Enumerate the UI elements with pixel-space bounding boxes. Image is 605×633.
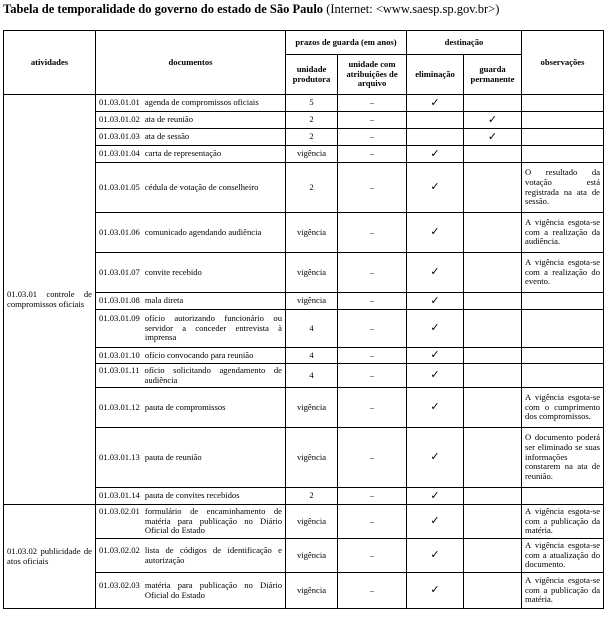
observacoes-cell [522, 310, 604, 348]
eliminacao-cell [407, 253, 464, 293]
eliminacao-cell [407, 388, 464, 428]
header-destinacao: destinação [407, 31, 522, 55]
unidade-arquivo-cell: – [338, 488, 407, 505]
unidade-arquivo-cell: – [338, 348, 407, 364]
unidade-arquivo-cell: – [338, 293, 407, 310]
check-icon: ✓ [430, 584, 440, 597]
header-eliminacao: eliminação [407, 55, 464, 95]
document-code: 01.03.01.14 [99, 490, 140, 501]
unidade-produtora-cell: vigência [286, 146, 338, 163]
observacoes-cell: A vigência esgota-se com a realização do evento. [522, 253, 604, 293]
document-code: 01.03.01.10 [99, 349, 140, 360]
unidade-arquivo-cell: – [338, 428, 407, 488]
observacoes-cell [522, 488, 604, 505]
document-cell [96, 388, 286, 428]
observacoes-cell [522, 348, 604, 364]
eliminacao-cell [407, 539, 464, 573]
eliminacao-cell [407, 112, 464, 129]
document-code: 01.03.01.13 [99, 451, 140, 462]
unidade-produtora-cell: vigência [286, 573, 338, 609]
document-code: 01.03.01.12 [99, 401, 140, 412]
document-cell [96, 364, 286, 388]
document-cell [96, 95, 286, 112]
unidade-arquivo-cell: – [338, 146, 407, 163]
eliminacao-cell [407, 146, 464, 163]
check-icon: ✓ [430, 96, 440, 109]
observacoes-cell [522, 364, 604, 388]
unidade-arquivo-cell: – [338, 310, 407, 348]
check-icon: ✓ [430, 226, 440, 239]
document-entry [99, 183, 282, 193]
document-cell [96, 488, 286, 505]
header-unidade-produtora: unidade produtora [286, 55, 338, 95]
unidade-produtora-cell: 2 [286, 112, 338, 129]
document-name: ofício convocando para reunião [144, 349, 254, 360]
document-name: ata de sessão [144, 131, 190, 142]
activity-cell: 01.03.01 controle de compromissos oficiais [4, 95, 96, 505]
observacoes-cell [522, 129, 604, 146]
check-icon: ✓ [430, 549, 440, 562]
document-entry [99, 546, 282, 566]
temporality-table [3, 30, 604, 609]
unidade-arquivo-cell: – [338, 95, 407, 112]
table-title [3, 2, 499, 17]
unidade-arquivo-cell: – [338, 112, 407, 129]
document-name: ofício solicitando agendamento de audiência [144, 364, 282, 385]
document-cell [96, 573, 286, 609]
unidade-produtora-cell: 4 [286, 348, 338, 364]
document-cell [96, 310, 286, 348]
guarda-permanente-cell [464, 388, 522, 428]
document-entry [99, 581, 282, 601]
unidade-produtora-cell: 4 [286, 310, 338, 348]
eliminacao-cell [407, 348, 464, 364]
eliminacao-cell [407, 293, 464, 310]
unidade-produtora-cell: vigência [286, 293, 338, 310]
check-icon: ✓ [430, 451, 440, 464]
observacoes-cell [522, 146, 604, 163]
document-cell [96, 539, 286, 573]
unidade-arquivo-cell: – [338, 505, 407, 539]
observacoes-cell: O documento poderá ser eliminado se suas informações constarem na ata de reunião. [522, 428, 604, 488]
table-row [4, 505, 604, 539]
observacoes-cell: A vigência esgota-se com o cumprimento dos compromissos. [522, 388, 604, 428]
eliminacao-cell [407, 95, 464, 112]
table-body [4, 95, 604, 609]
document-code: 01.03.01.07 [99, 266, 140, 277]
guarda-permanente-cell [464, 253, 522, 293]
document-code: 01.03.01.11 [99, 364, 140, 375]
document-name: ofício autorizando funcionário ou servidor a conceder entrevista à imprensa [144, 312, 282, 343]
observacoes-cell: A vigência esgota-se com a atualização do documento. [522, 539, 604, 573]
guarda-permanente-cell [464, 539, 522, 573]
title-bold: Tabela de temporalidade do governo do estado de São Paulo [3, 2, 324, 16]
guarda-permanente-cell [464, 163, 522, 213]
check-icon: ✓ [430, 369, 440, 382]
unidade-produtora-cell: 2 [286, 488, 338, 505]
check-icon: ✓ [430, 294, 440, 307]
document-entry [99, 314, 282, 344]
document-name: lista de códigos de identificação e autorização [144, 544, 282, 565]
header-prazos: prazos de guarda (em anos) [286, 31, 407, 55]
document-cell [96, 505, 286, 539]
guarda-permanente-cell [464, 348, 522, 364]
document-code: 01.03.01.06 [99, 226, 140, 237]
document-entry [99, 115, 282, 125]
guarda-permanente-cell [464, 95, 522, 112]
unidade-produtora-cell: vigência [286, 213, 338, 253]
unidade-arquivo-cell: – [338, 539, 407, 573]
document-cell [96, 213, 286, 253]
eliminacao-cell [407, 129, 464, 146]
observacoes-cell [522, 112, 604, 129]
eliminacao-cell [407, 310, 464, 348]
document-cell [96, 129, 286, 146]
check-icon: ✓ [430, 322, 440, 335]
eliminacao-cell [407, 428, 464, 488]
document-entry [99, 149, 282, 159]
check-icon: ✓ [487, 130, 498, 143]
document-code: 01.03.01.04 [99, 148, 140, 159]
observacoes-cell: A vigência esgota-se com a publicação da matéria. [522, 573, 604, 609]
guarda-permanente-cell [464, 428, 522, 488]
document-name: agenda de compromissos oficiais [144, 97, 259, 108]
header-unidade-atribuicoes: unidade com atribuições de arquivo [338, 55, 407, 95]
document-name: mala direta [144, 295, 184, 306]
guarda-permanente-cell [464, 310, 522, 348]
document-entry [99, 453, 282, 463]
table-row [4, 95, 604, 112]
document-cell [96, 112, 286, 129]
document-name: pauta de reunião [144, 451, 202, 462]
document-code: 01.03.01.05 [99, 181, 140, 192]
document-entry [99, 228, 282, 238]
document-entry [99, 132, 282, 142]
unidade-arquivo-cell: – [338, 573, 407, 609]
document-code: 01.03.02.02 [99, 544, 140, 555]
document-cell [96, 253, 286, 293]
guarda-permanente-cell [464, 146, 522, 163]
unidade-produtora-cell: vigência [286, 539, 338, 573]
unidade-produtora-cell: vigência [286, 428, 338, 488]
document-name: comunicado agendando audiência [144, 226, 262, 237]
eliminacao-cell [407, 505, 464, 539]
guarda-permanente-cell [464, 293, 522, 310]
observacoes-cell [522, 293, 604, 310]
check-icon: ✓ [430, 147, 440, 160]
document-name: matéria para publicação no Diário Oficial do Estado [144, 579, 282, 600]
check-icon: ✓ [430, 489, 440, 502]
document-name: ata de reunião [144, 114, 194, 125]
document-cell [96, 163, 286, 213]
eliminacao-cell [407, 488, 464, 505]
document-entry [99, 491, 282, 501]
header-atividades: atividades [4, 31, 96, 95]
document-name: pauta de convites recebidos [144, 490, 240, 501]
check-icon: ✓ [430, 349, 440, 362]
observacoes-cell: A vigência esgota-se com a realização da audiência. [522, 213, 604, 253]
unidade-produtora-cell: vigência [286, 388, 338, 428]
document-name: pauta de compromissos [144, 401, 226, 412]
unidade-arquivo-cell: – [338, 388, 407, 428]
document-cell [96, 293, 286, 310]
document-code: 01.03.01.01 [99, 97, 140, 108]
observacoes-cell: A vigência esgota-se com a publicação da matéria. [522, 505, 604, 539]
unidade-arquivo-cell: – [338, 163, 407, 213]
document-name: formulário de encaminhamento de matéria para publicação no Diário Oficial do Estado [144, 505, 282, 536]
unidade-produtora-cell: vigência [286, 505, 338, 539]
guarda-permanente-cell [464, 364, 522, 388]
unidade-produtora-cell: 2 [286, 163, 338, 213]
guarda-permanente-cell [464, 488, 522, 505]
eliminacao-cell [407, 163, 464, 213]
document-code: 01.03.01.02 [99, 114, 140, 125]
check-icon: ✓ [430, 181, 440, 194]
eliminacao-cell [407, 213, 464, 253]
activity-cell: 01.03.02 publicidade de atos oficiais [4, 505, 96, 609]
unidade-produtora-cell: 4 [286, 364, 338, 388]
document-name: cédula de votação de conselheiro [144, 181, 259, 192]
document-code: 01.03.02.01 [99, 505, 140, 516]
document-code: 01.03.01.09 [99, 312, 140, 323]
check-icon: ✓ [430, 401, 440, 414]
unidade-produtora-cell: 2 [286, 129, 338, 146]
document-cell [96, 348, 286, 364]
document-name: convite recebido [144, 266, 202, 277]
unidade-produtora-cell: vigência [286, 253, 338, 293]
header-documentos: documentos [96, 31, 286, 95]
unidade-produtora-cell: 5 [286, 95, 338, 112]
check-icon: ✓ [430, 515, 440, 528]
header-observacoes: observações [522, 31, 604, 95]
header-guarda-permanente: guarda permanente [464, 55, 522, 95]
document-code: 01.03.01.03 [99, 131, 140, 142]
document-cell [96, 428, 286, 488]
document-entry [99, 268, 282, 278]
guarda-permanente-cell [464, 573, 522, 609]
guarda-permanente-cell [464, 505, 522, 539]
document-code: 01.03.01.08 [99, 295, 140, 306]
document-name: carta de representação [144, 148, 222, 159]
check-icon: ✓ [487, 113, 498, 126]
guarda-permanente-cell [464, 112, 522, 129]
observacoes-cell: O resultado da votação está registrada na ata de sessão. [522, 163, 604, 213]
title-source: (Internet: <www.saesp.sp.gov.br>) [323, 2, 500, 16]
document-entry [99, 98, 282, 108]
document-code: 01.03.02.03 [99, 579, 140, 590]
eliminacao-cell [407, 364, 464, 388]
document-entry [99, 351, 282, 361]
unidade-arquivo-cell: – [338, 253, 407, 293]
check-icon: ✓ [430, 266, 440, 279]
guarda-permanente-cell [464, 129, 522, 146]
observacoes-cell [522, 95, 604, 112]
guarda-permanente-cell [464, 213, 522, 253]
unidade-arquivo-cell: – [338, 364, 407, 388]
document-cell [96, 146, 286, 163]
unidade-arquivo-cell: – [338, 129, 407, 146]
document-entry [99, 403, 282, 413]
document-entry [99, 507, 282, 537]
document-entry [99, 366, 282, 386]
unidade-arquivo-cell: – [338, 213, 407, 253]
eliminacao-cell [407, 573, 464, 609]
document-entry [99, 296, 282, 306]
